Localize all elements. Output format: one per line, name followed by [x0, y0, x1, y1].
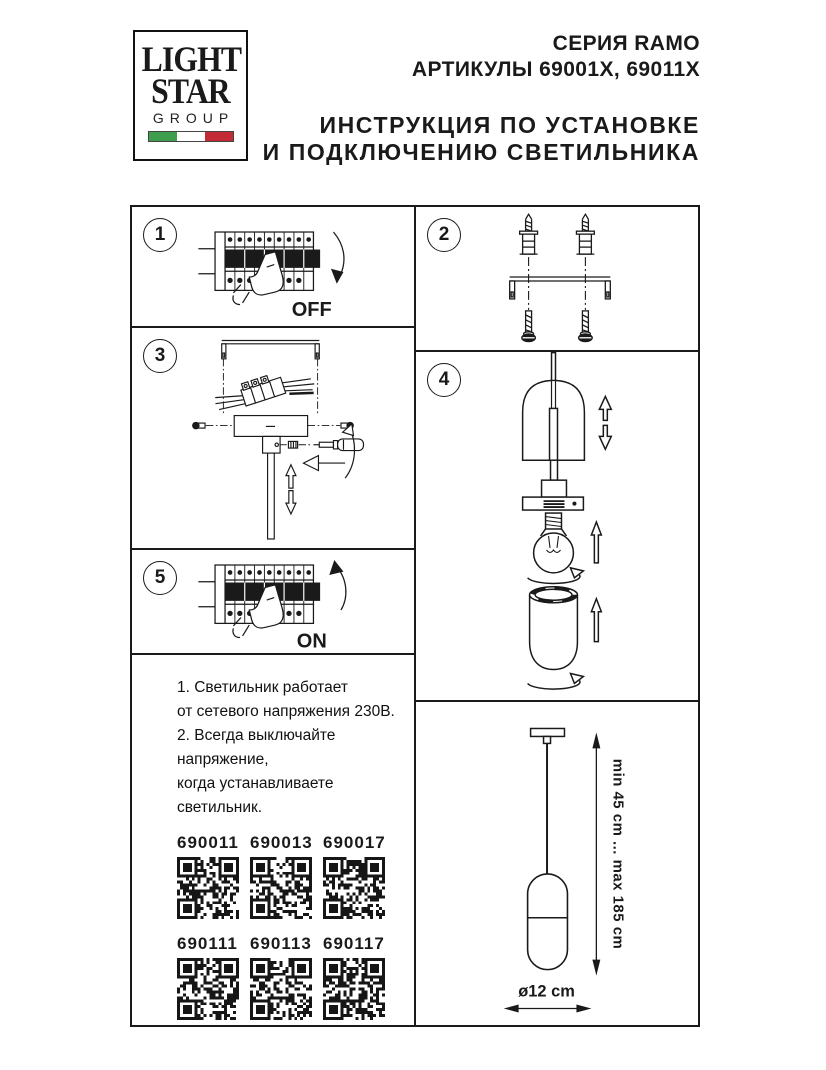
- step-5-badge: 5: [143, 561, 177, 595]
- lightstar-logo: [133, 30, 248, 161]
- qr-code: [177, 857, 250, 924]
- article-qr-grid: [177, 833, 414, 1025]
- step-1-panel: [132, 207, 414, 328]
- step-5-panel: [132, 550, 414, 655]
- off-label: OFF: [291, 299, 332, 322]
- notes-panel: [132, 655, 414, 1025]
- article-number: 690111: [177, 933, 238, 953]
- article-cell: [323, 833, 396, 924]
- step-1-badge: 1: [143, 218, 177, 252]
- note-line: 1. Светильник работает: [177, 678, 348, 696]
- step-4-badge: 4: [427, 363, 461, 397]
- dimensions-panel: [416, 702, 698, 1025]
- qr-code: [250, 958, 323, 1025]
- article-number: 690017: [323, 832, 386, 852]
- instruction-grid: [130, 205, 700, 1027]
- pendant-dimensions-illustration: [416, 702, 698, 1025]
- instruction-title-line2: И ПОДКЛЮЧЕНИЮ СВЕТИЛЬНИКА: [262, 139, 700, 165]
- grid-left-column: [132, 207, 416, 1025]
- on-label: ON: [296, 630, 327, 653]
- article-number: 690117: [323, 933, 385, 953]
- article-cell: [250, 934, 323, 1025]
- note-line: 2. Всегда выключайте напряжение,: [177, 726, 336, 768]
- instruction-title-line1: ИНСТРУКЦИЯ ПО УСТАНОВКЕ: [319, 112, 700, 138]
- diameter-dimension-label: ø12 cm: [518, 982, 575, 1001]
- note-line: от сетевого напряжения 230В.: [177, 702, 395, 720]
- step-3-panel: [132, 328, 414, 549]
- series-title: СЕРИЯ RAMO: [552, 32, 700, 55]
- height-dimension-label: min 45 cm ... max 185 cm: [609, 758, 627, 950]
- qr-code: [323, 857, 396, 924]
- article-cell: [323, 934, 396, 1025]
- article-number: 690013: [250, 832, 313, 852]
- article-cell: [177, 934, 250, 1025]
- safety-notes: [132, 655, 414, 820]
- article-cell: [177, 833, 250, 924]
- article-number: 690113: [250, 933, 312, 953]
- italian-flag-bar: [148, 131, 234, 142]
- articles-line: АРТИКУЛЫ 69001X, 69011X: [411, 58, 700, 81]
- step-4-panel: [416, 352, 698, 702]
- header: [263, 31, 700, 166]
- qr-code: [323, 958, 396, 1025]
- lamp-assembly-illustration: [416, 352, 698, 700]
- qr-code: [250, 857, 323, 924]
- step-2-badge: 2: [427, 218, 461, 252]
- article-cell: [250, 833, 323, 924]
- logo-word-group: GROUP: [152, 110, 235, 126]
- step-2-panel: [416, 207, 698, 352]
- note-line: когда устанавливаете светильник.: [177, 774, 334, 816]
- logo-word-star: STAR: [151, 71, 230, 111]
- logo-word-light: LIGHT: [141, 39, 242, 79]
- circuit-breaker-on-illustration: [132, 550, 414, 653]
- step-3-badge: 3: [143, 339, 177, 373]
- qr-code: [177, 958, 250, 1025]
- article-number: 690011: [177, 832, 239, 852]
- grid-right-column: [416, 207, 698, 1025]
